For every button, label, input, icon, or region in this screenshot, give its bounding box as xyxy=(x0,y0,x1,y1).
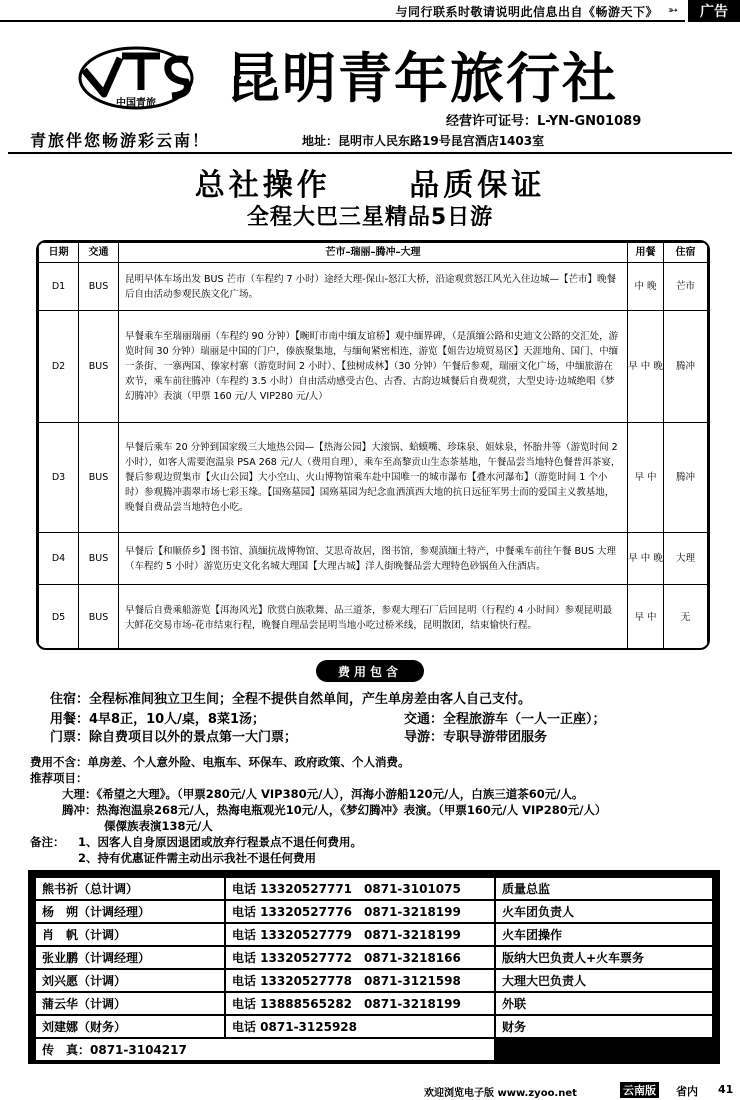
row-meals: 早 中 晚 xyxy=(628,533,664,585)
contact-row xyxy=(35,992,713,1015)
company-logo xyxy=(76,42,196,114)
company-name: 昆明青年旅行社 xyxy=(226,47,618,110)
note-meals: 用餐：4早8正，10人/桌，8菜1汤； xyxy=(50,712,266,727)
contact-phone: 电话 13320527771 0871-3101075 xyxy=(225,877,495,900)
footer-edition: 云南版 xyxy=(620,1082,659,1098)
contact-role: 质量总监 xyxy=(495,877,713,900)
row-day: D4 xyxy=(39,533,79,585)
note-tickets: 门票：除自费项目以外的景点第一大门票； xyxy=(50,730,298,745)
footer-category: 省内 xyxy=(676,1085,698,1098)
row-transport: BUS xyxy=(79,423,119,533)
contact-role: 大理大巴负责人 xyxy=(495,969,713,992)
page-footer xyxy=(0,1080,740,1100)
top-note: 与同行联系时敬请说明此信息出自《畅游天下》 xyxy=(395,5,658,19)
headline-left: 总社操作 xyxy=(194,168,331,203)
header-route: 芒市–瑞丽–腾冲–大理 xyxy=(119,243,628,263)
tour-title: 全程大巴三星精品5日游 xyxy=(246,205,494,230)
note-recommended-title: 推荐项目： xyxy=(30,771,88,785)
contact-role: 财务 xyxy=(495,1015,713,1038)
row-desc: 早餐后自费乘船游览【洱海风光】欣赏白族歌舞、品三道茶，参观大理石厂后回昆明（行程约 4 小时间）参观昆明最大鲜花交易市场-花市结束行程，晚餐自理品尝昆明当地小吃过桥米线，昆明散团，结束愉快行程。 xyxy=(119,585,628,651)
contact-row xyxy=(35,1015,713,1038)
address: 地址：昆明市人民东路19号昆宫酒店1403室 xyxy=(302,134,545,148)
note-tengchong-2: 傈僳族表演138元/人 xyxy=(104,819,213,833)
slogan: 青旅伴您畅游彩云南！ xyxy=(30,131,211,150)
row-stay: 大理 xyxy=(664,533,708,585)
table-row xyxy=(39,263,708,311)
note-transport: 交通：全程旅游车（一人一正座）； xyxy=(404,712,606,727)
note-tengchong: 腾冲：热海泡温泉268元/人，热海电瓶观光10元/人，《梦幻腾冲》表演。（甲票160元/人 VIP280元/人） xyxy=(62,803,607,817)
row-stay: 腾冲 xyxy=(664,423,708,533)
table-row xyxy=(39,423,708,533)
contact-row xyxy=(35,946,713,969)
row-desc: 早餐乘车至瑞丽瑞丽（车程约 90 分钟）【畹町市南中缅友谊桥】观中缅界碑，（是滇缅公路和史迪文公路的交汇处，游览时间 30 分钟）瑞丽是中国的门户，傣族聚集地，与缅甸紧密相连，游览【姐告边境贸易区】天涯地角、国门、中缅一条街、一寨两国、傣家村寨（游览时间 2 小时）、【独树成林】（30 分钟）午餐后参观，瑞丽文化广场，中缅旅游在欢节，乘车前往腾冲（车程约 3.5 小时）自由活动感受古色、古香、古韵边城餐后自费观赏，大型史诗·边城绝唱《梦幻腾冲》表演（甲票 160 元/人 VIP280 元/人） xyxy=(119,311,628,423)
fax-row xyxy=(35,1038,713,1061)
header-transport: 交通 xyxy=(79,243,119,263)
row-transport: BUS xyxy=(79,263,119,311)
arrow-icon: ➳ xyxy=(667,3,678,17)
contact-phone: 电话 0871-3125928 xyxy=(225,1015,495,1038)
contact-role: 火车团负责人 xyxy=(495,900,713,923)
fax-row-filler xyxy=(495,1038,713,1061)
row-desc: 昆明早体车场出发 BUS 芒市（车程约 7 小时）途经大理-保山-怒江大桥，沿途观赏怒江风光入住边城—【芒市】晚餐后自由活动参观民族文化广场。 xyxy=(119,263,628,311)
table-row xyxy=(39,585,708,651)
contact-role: 版纳大巴负责人+火车票务 xyxy=(495,946,713,969)
fax-number: 传 真：0871-3104217 xyxy=(35,1038,495,1061)
note-stay: 住宿：全程标准间独立卫生间；全程不提供自然单间，产生单房差由客人自己支付。 xyxy=(50,692,532,707)
contact-row xyxy=(35,877,713,900)
headline xyxy=(0,160,740,204)
row-day: D3 xyxy=(39,423,79,533)
contact-name: 刘建娜（财务） xyxy=(35,1015,225,1038)
contact-row xyxy=(35,969,713,992)
header-stay: 住宿 xyxy=(664,243,708,263)
row-stay: 腾冲 xyxy=(664,311,708,423)
table-header-row xyxy=(39,243,708,263)
ad-badge: 广告 xyxy=(688,0,740,22)
footer-site: 欢迎浏览电子版 www.zyoo.net xyxy=(424,1088,577,1099)
contact-row xyxy=(35,900,713,923)
note-guide: 导游：专职导游带团服务 xyxy=(404,730,548,745)
contacts-panel xyxy=(28,870,720,1064)
header-meals: 用餐 xyxy=(628,243,664,263)
row-stay: 芒市 xyxy=(664,263,708,311)
row-transport: BUS xyxy=(79,533,119,585)
row-day: D5 xyxy=(39,585,79,651)
license-number: 经营许可证号：L-YN-GN01089 xyxy=(446,114,642,129)
table-row xyxy=(39,533,708,585)
note-remark-1: 1、因客人自身原因退团或放弃行程景点不退任何费用。 xyxy=(78,835,362,849)
row-desc: 早餐后【和顺侨乡】图书馆、滇缅抗战博物馆、艾思奇故居，图书馆，参观滇缅土特产，中餐乘车前往午餐 BUS 大理（车程约 5 小时）游览历史文化名城大理国【大理古城】洋人街晚餐品尝大理特色砂锅鱼入住酒店。 xyxy=(119,533,628,585)
header-day: 日期 xyxy=(39,243,79,263)
row-day: D2 xyxy=(39,311,79,423)
note-remark-2: 2、持有优惠证件需主动出示我社不退任何费用 xyxy=(78,851,316,865)
contact-row xyxy=(35,923,713,946)
contact-role: 外联 xyxy=(495,992,713,1015)
row-transport: BUS xyxy=(79,585,119,651)
page-number: 41 xyxy=(718,1083,734,1096)
itinerary-table xyxy=(36,240,710,650)
row-stay: 无 xyxy=(664,585,708,651)
contact-name: 肖 帆（计调） xyxy=(35,923,225,946)
table-row xyxy=(39,311,708,423)
logo-lettering: 中国青旅 xyxy=(116,98,156,109)
contact-phone: 电话 13320527779 0871-3218199 xyxy=(225,923,495,946)
headline-right: 品质保证 xyxy=(409,168,546,203)
contact-name: 熊书祈（总计调） xyxy=(35,877,225,900)
row-desc: 早餐后乘车 20 分钟到国家级三大地热公园—【热海公园】大滚锅、蛤蟆嘴、珍珠泉、姐妹泉，怀胎井等（游览时间 2 小时），如客人需要泡温泉 PSA 268 元/人（费用自理），乘车至高黎贡山生态茶基地，午餐品尝当地特色餐普洱茶宴，餐后参观边贸集市【火山公园】大小空山、火山博物馆乘车赴中国唯一的城市瀑布【叠水河瀑布】（游览时间 1 个小时）参观腾冲翡翠市场七彩玉缘。【国殇墓园】国殇墓园为纪念血洒滇西大地的抗日远征军男士而的爱国主义教基地，晚餐自费品尝当地特色小吃。 xyxy=(119,423,628,533)
row-transport: BUS xyxy=(79,311,119,423)
top-bar xyxy=(0,0,740,22)
contact-phone: 电话 13320527776 0871-3218199 xyxy=(225,900,495,923)
note-dali: 大理：《希望之大理》。（甲票280元/人 VIP380元/人），洱海小游船120元/人，白族三道茶60元/人。 xyxy=(62,787,584,801)
section-title: 费用包含 xyxy=(316,660,424,682)
contact-role: 火车团操作 xyxy=(495,923,713,946)
contact-phone: 电话 13320527772 0871-3218166 xyxy=(225,946,495,969)
contact-phone: 电话 13888565282 0871-3218199 xyxy=(225,992,495,1015)
note-remark-title: 备注： xyxy=(30,835,65,849)
contact-name: 杨 朔（计调经理） xyxy=(35,900,225,923)
contact-name: 张业鹏（计调经理） xyxy=(35,946,225,969)
header-divider xyxy=(8,152,732,154)
row-meals: 中 晚 xyxy=(628,263,664,311)
top-divider xyxy=(0,20,685,22)
row-meals: 早 中 xyxy=(628,423,664,533)
row-meals: 早 中 xyxy=(628,585,664,651)
contact-name: 刘兴愿（计调） xyxy=(35,969,225,992)
row-meals: 早 中 晚 xyxy=(628,311,664,423)
note-excluded: 费用不含：单房差、个人意外险、电瓶车、环保车、政府政策、个人消费。 xyxy=(30,755,410,769)
contact-name: 蒲云华（计调） xyxy=(35,992,225,1015)
row-day: D1 xyxy=(39,263,79,311)
contact-phone: 电话 13320527778 0871-3121598 xyxy=(225,969,495,992)
